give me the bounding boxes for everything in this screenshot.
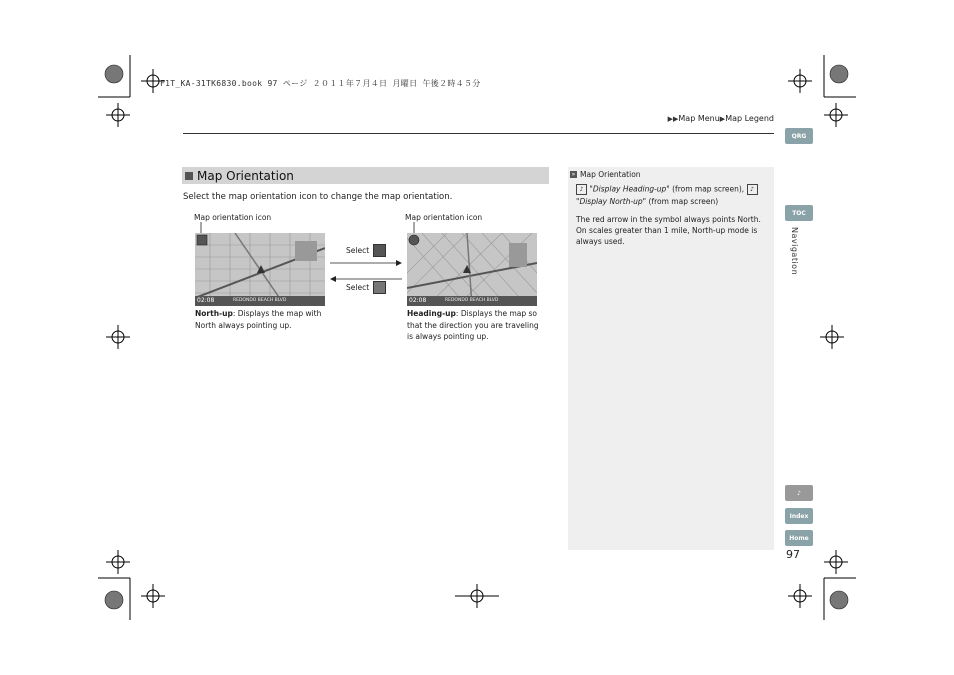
north-up-description [195,308,330,331]
qrg-tab[interactable]: QRG [785,128,813,144]
page-number: 97 [786,548,800,561]
heading-up-description [407,308,539,343]
breadcrumb-arrow-icon: ▶▶ [667,115,679,123]
right-map-caption: Map orientation icon [405,213,483,222]
heading-up-map [407,233,537,306]
display-heading-up-command: "Display Heading-up" [589,184,670,194]
select-heading-up [346,244,386,257]
right-map-street: REDONDO BEACH BLVD [445,298,499,303]
breadcrumb-map-legend[interactable]: Map Legend [725,114,774,123]
home-tab[interactable]: Home [785,530,813,546]
sidebar-heading [570,170,641,179]
select-bottom-label: Select [346,283,370,292]
breadcrumb-map-menu[interactable]: Map Menu [678,114,720,123]
section-square-icon [185,172,193,180]
toc-tab[interactable]: TOC [785,205,813,221]
north-up-term: North-up [195,309,233,318]
heading-up-text: : Displays the map so that the direction you are traveling is always pointing up. [407,309,539,341]
left-map-caption: Map orientation icon [194,213,272,222]
sidebar-line-2 [576,197,718,206]
heading-up-term: Heading-up [407,309,456,318]
section-header [182,167,549,184]
breadcrumb [668,114,774,123]
voice-command-icon: ♪ [797,489,801,497]
sidebar-heading-text: Map Orientation [580,170,641,179]
voice-tab[interactable] [785,485,813,501]
north-up-map [195,233,325,306]
left-map-street: REDONDO BEACH BLVD [233,298,287,303]
print-header: F1T_KA-31TK6830.book 97 ページ ２０１１年７月４日 月曜日 午後２時４５分 [160,79,481,88]
section-title: Map Orientation [197,168,294,183]
sidebar-line-2-rest: (from map screen) [646,197,719,206]
left-map-time: 02:08 [197,297,215,304]
index-tab[interactable]: Index [785,508,813,524]
header-rule [183,133,774,134]
north-up-text: : Displays the map with North always pointing up. [195,309,322,330]
voice-command-icon: ♪ [747,184,758,195]
voice-command-icon: ♪ [576,184,587,195]
side-section-label: Navigation [790,227,799,276]
breadcrumb-arrow-icon: ▶ [719,115,726,123]
sidebar-paragraph: The red arrow in the symbol always points North. On scales greater than 1 mile, North-up mode is always used. [576,215,761,246]
right-map-time: 02:08 [409,297,427,304]
select-top-label: Select [346,246,370,255]
heading-up-icon[interactable] [373,244,386,257]
sidebar-line-1 [576,184,758,195]
arrow-left [328,275,404,283]
note-marker-icon: » [571,171,576,178]
section-intro: Select the map orientation icon to change the map orientation. [183,192,453,202]
display-north-up-command: "Display North-up" [576,197,647,206]
arrow-right [328,259,404,267]
sidebar-line-1-rest: (from map screen), [669,184,745,194]
